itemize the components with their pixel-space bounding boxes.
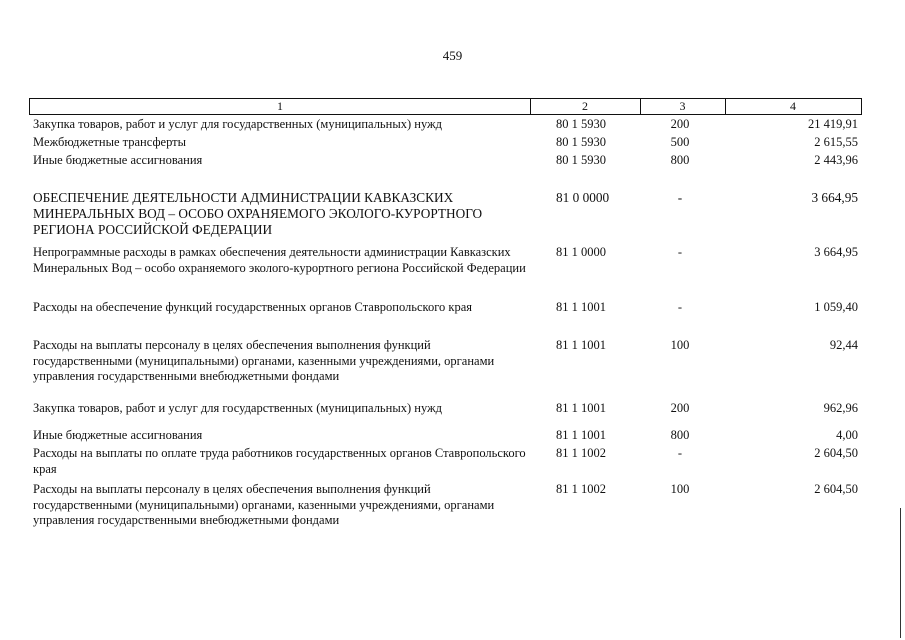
row-amount: 3 664,95 — [811, 190, 858, 205]
row-name: Непрограммные расходы в рамках обеспечения деятельности администрации Кавказских Минеральных Вод – особо охраняемого эколого-курортного региона Российской Федерации — [33, 245, 526, 275]
row-type: 100 — [670, 482, 690, 496]
table-header — [29, 98, 862, 115]
row-type: - — [677, 245, 683, 259]
row-code: 81 1 1001 — [556, 428, 606, 442]
row-type: 200 — [670, 401, 690, 415]
row-type: 800 — [670, 428, 690, 442]
row-code: 81 1 1001 — [556, 338, 606, 352]
row-code: 80 1 5930 — [556, 117, 606, 131]
row-type: 500 — [670, 135, 690, 149]
row-amount: 92,44 — [829, 338, 858, 352]
row-code: 81 1 1002 — [556, 446, 606, 460]
row-code: 80 1 5930 — [556, 135, 606, 149]
row-type: 800 — [670, 153, 690, 167]
row-amount: 4,00 — [836, 428, 858, 442]
row-amount: 2 443,96 — [814, 153, 858, 167]
row-type: 100 — [670, 338, 690, 352]
row-name: Расходы на выплаты персоналу в целях обеспечения выполнения функций государственными (муниципальными) органами, казенными учреждениями, органами управления государственными внебюджетными фондами — [33, 338, 495, 383]
header-col-1: 1 — [30, 99, 531, 114]
row-type: - — [677, 190, 683, 205]
header-col-2: 2 — [530, 99, 641, 114]
row-name: Расходы на выплаты по оплате труда работников государственных органов Ставропольского края — [33, 446, 526, 476]
row-code: 80 1 5930 — [556, 153, 606, 167]
row-code: 81 0 0000 — [556, 190, 610, 205]
row-type: - — [677, 300, 683, 314]
page-number: 459 — [442, 48, 463, 63]
row-type: - — [677, 446, 683, 460]
row-amount: 2 615,55 — [814, 135, 858, 149]
row-name: Расходы на обеспечение функций государственных органов Ставропольского края — [33, 300, 473, 314]
row-amount: 21 419,91 — [808, 117, 858, 131]
header-col-4: 4 — [790, 99, 796, 113]
row-amount: 2 604,50 — [814, 482, 858, 496]
row-code: 81 1 1001 — [556, 401, 606, 415]
header-col-3: 3 — [640, 99, 726, 114]
row-amount: 1 059,40 — [814, 300, 858, 314]
row-type: 200 — [670, 117, 690, 131]
row-name: Иные бюджетные ассигнования — [33, 428, 203, 442]
row-code: 81 1 1001 — [556, 300, 606, 314]
row-name: Межбюджетные трансферты — [33, 135, 187, 149]
row-name: Закупка товаров, работ и услуг для государственных (муниципальных) нужд — [33, 117, 443, 131]
row-code: 81 1 0000 — [556, 245, 606, 259]
row-amount: 962,96 — [823, 401, 858, 415]
row-name: Иные бюджетные ассигнования — [33, 153, 203, 167]
section-title: ОБЕСПЕЧЕНИЕ ДЕЯТЕЛЬНОСТИ АДМИНИСТРАЦИИ КАВКАЗСКИХ МИНЕРАЛЬНЫХ ВОД – ОСОБО ОХРАНЯЕМОГО ЭКОЛОГО-КУРОРТНОГО РЕГИОНА РОССИЙСКОЙ ФЕДЕРАЦИИ — [33, 190, 483, 238]
row-name: Расходы на выплаты персоналу в целях обеспечения выполнения функций государственными (муниципальными) органами, казенными учреждениями, органами управления государственными внебюджетными фондами — [33, 482, 495, 527]
row-code: 81 1 1002 — [556, 482, 606, 496]
scan-edge-line — [900, 508, 901, 638]
row-amount: 3 664,95 — [814, 245, 858, 259]
row-amount: 2 604,50 — [814, 446, 858, 460]
row-name: Закупка товаров, работ и услуг для государственных (муниципальных) нужд — [33, 401, 443, 415]
